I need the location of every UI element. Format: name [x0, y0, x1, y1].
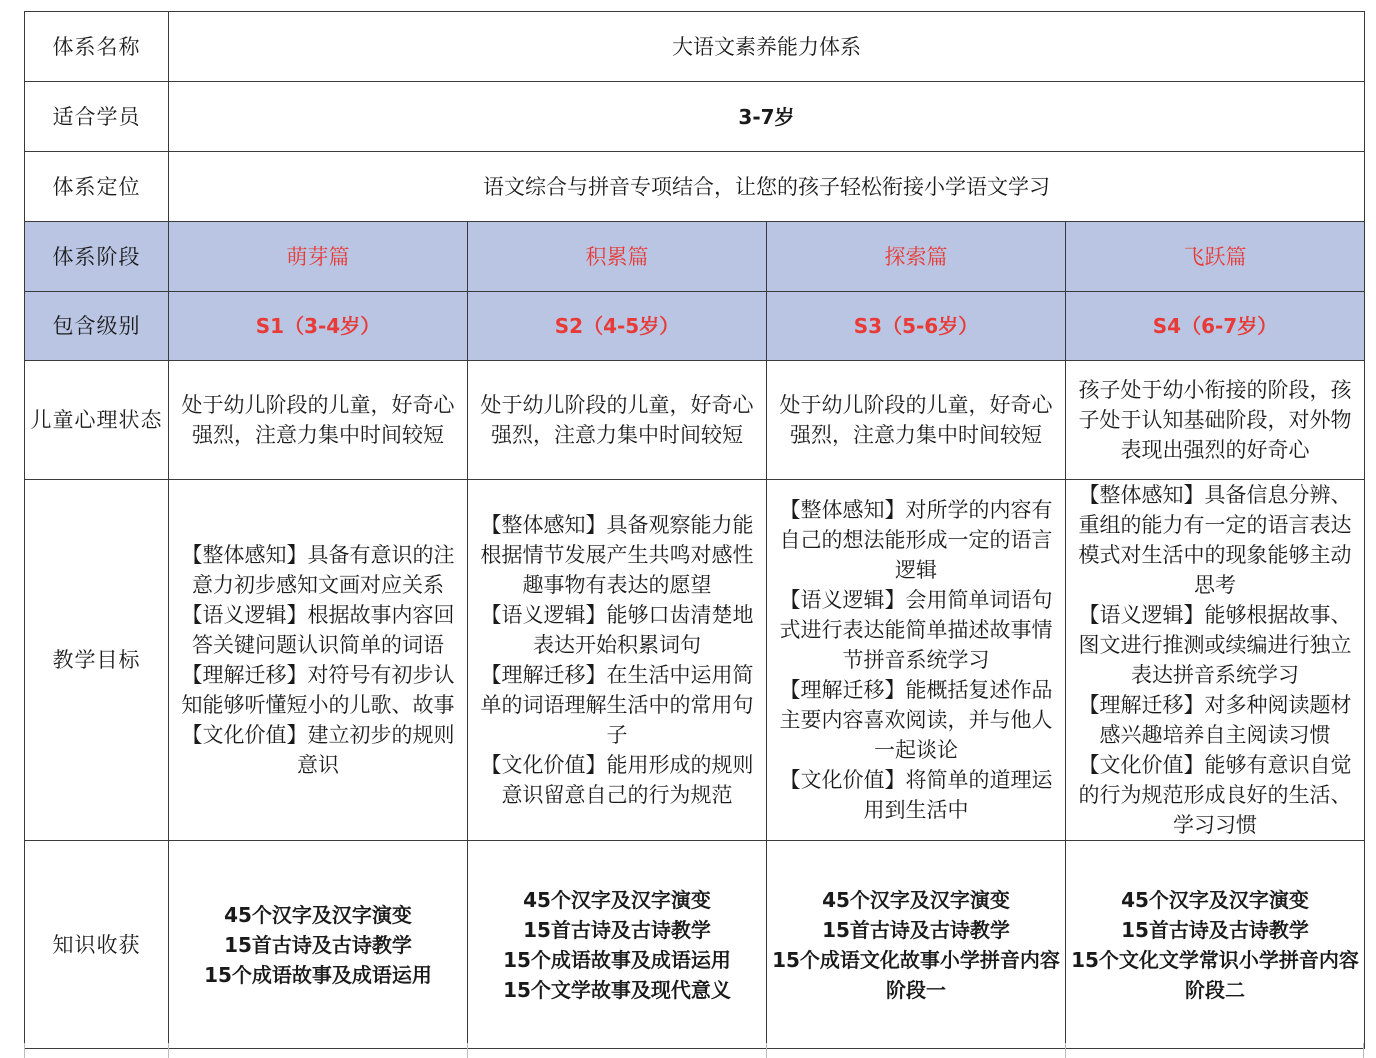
knowledge-item: 15个成语故事及成语运用: [204, 962, 432, 987]
header-psychology: 儿童心理状态: [25, 361, 169, 480]
knowledge-item: 15首古诗及古诗教学: [523, 917, 711, 942]
level-3: S3（5-6岁）: [767, 292, 1066, 361]
knowledge-item: 45个汉字及汉字演变: [822, 887, 1010, 912]
knowledge-cell-1: [169, 841, 468, 1049]
knowledge-cell-2: [468, 841, 767, 1049]
header-positioning: 体系定位: [25, 152, 169, 222]
psychology-4: 孩子处于幼小衔接的阶段，孩子处于认知基础阶段，对外物表现出强烈的好奇心: [1066, 361, 1365, 480]
goals-cell-2: [468, 480, 767, 841]
goal-item: 【文化价值】能用形成的规则意识留意自己的行为规范: [480, 753, 754, 807]
level-4: S4（6-7岁）: [1066, 292, 1365, 361]
knowledge-item: 45个汉字及汉字演变: [224, 902, 412, 927]
knowledge-item: 15个成语故事及成语运用: [503, 947, 731, 972]
goal-item: 【语义逻辑】能够口齿清楚地表达开始积累词句: [480, 603, 754, 657]
psychology-2: 处于幼儿阶段的儿童，好奇心强烈，注意力集中时间较短: [468, 361, 767, 480]
goal-item: 【文化价值】建立初步的规则意识: [181, 723, 455, 777]
grid-line: [467, 1043, 468, 1058]
goal-item: 【理解迁移】在生活中运用简单的词语理解生活中的常用句子: [480, 663, 754, 747]
level-1: S1（3-4岁）: [169, 292, 468, 361]
goal-item: 【语义逻辑】根据故事内容回答关键问题认识简单的词语: [181, 603, 455, 657]
positioning-value: 语文综合与拼音专项结合，让您的孩子轻松衔接小学语文学习: [169, 152, 1365, 222]
students-value: 3-7岁: [169, 82, 1365, 152]
stage-1: 萌芽篇: [169, 222, 468, 292]
grid-line: [766, 1043, 767, 1058]
header-knowledge: 知识收获: [25, 841, 169, 1049]
row-knowledge: [25, 841, 1365, 1049]
knowledge-item: 45个汉字及汉字演变: [1121, 887, 1309, 912]
header-goals: 教学目标: [25, 480, 169, 841]
knowledge-item: 15首古诗及古诗教学: [822, 917, 1010, 942]
row-stage: [25, 222, 1365, 292]
goal-item: 【语义逻辑】能够根据故事、图文进行推测或续编进行独立表达拼音系统学习: [1078, 603, 1352, 687]
row-students: [25, 82, 1365, 152]
header-stage: 体系阶段: [25, 222, 169, 292]
goal-item: 【理解迁移】对多种阅读题材感兴趣培养自主阅读习惯: [1078, 693, 1352, 747]
knowledge-item: 15个文化文学常识小学拼音内容阶段二: [1071, 947, 1359, 1002]
goal-item: 【整体感知】具备信息分辨、重组的能力有一定的语言表达模式对生活中的现象能够主动思考: [1078, 483, 1352, 597]
row-level: [25, 292, 1365, 361]
knowledge-item: 15个文学故事及现代意义: [503, 977, 731, 1002]
row-psychology: [25, 361, 1365, 480]
grid-line: [168, 1043, 169, 1058]
header-level: 包含级别: [25, 292, 169, 361]
goal-item: 【语义逻辑】会用简单词语句式进行表达能简单描述故事情节拼音系统学习: [779, 588, 1053, 672]
row-system-name: [25, 12, 1365, 82]
goal-item: 【理解迁移】能概括复述作品主要内容喜欢阅读，并与他人一起谈论: [779, 678, 1053, 762]
row-goals: [25, 480, 1365, 841]
continuation-strip: [24, 1043, 1364, 1058]
knowledge-item: 45个汉字及汉字演变: [523, 887, 711, 912]
goal-item: 【整体感知】具备有意识的注意力初步感知文画对应关系: [181, 543, 455, 597]
stage-2: 积累篇: [468, 222, 767, 292]
knowledge-item: 15个成语文化故事小学拼音内容阶段一: [772, 947, 1060, 1002]
goal-item: 【整体感知】对所学的内容有自己的想法能形成一定的语言逻辑: [779, 498, 1053, 582]
header-system-name: 体系名称: [25, 12, 169, 82]
grid-line: [1065, 1043, 1066, 1058]
row-positioning: [25, 152, 1365, 222]
psychology-1: 处于幼儿阶段的儿童，好奇心强烈，注意力集中时间较短: [169, 361, 468, 480]
goal-item: 【文化价值】将简单的道理运用到生活中: [779, 768, 1053, 822]
stage-3: 探索篇: [767, 222, 1066, 292]
stage-4: 飞跃篇: [1066, 222, 1365, 292]
goals-cell-4: [1066, 480, 1365, 841]
header-students: 适合学员: [25, 82, 169, 152]
grid-line: [1363, 1043, 1364, 1058]
grid-line: [24, 1043, 25, 1058]
psychology-3: 处于幼儿阶段的儿童，好奇心强烈，注意力集中时间较短: [767, 361, 1066, 480]
system-name-value: 大语文素养能力体系: [169, 12, 1365, 82]
knowledge-item: 15首古诗及古诗教学: [224, 932, 412, 957]
goal-item: 【整体感知】具备观察能力能根据情节发展产生共鸣对感性趣事物有表达的愿望: [480, 513, 754, 597]
goals-cell-1: [169, 480, 468, 841]
knowledge-cell-3: [767, 841, 1066, 1049]
knowledge-item: 15首古诗及古诗教学: [1121, 917, 1309, 942]
goal-item: 【理解迁移】对符号有初步认知能够听懂短小的儿歌、故事: [181, 663, 455, 717]
level-2: S2（4-5岁）: [468, 292, 767, 361]
knowledge-cell-4: [1066, 841, 1365, 1049]
goals-cell-3: [767, 480, 1066, 841]
curriculum-table: [24, 11, 1365, 1049]
goal-item: 【文化价值】能够有意识自觉的行为规范形成良好的生活、学习习惯: [1078, 753, 1352, 837]
